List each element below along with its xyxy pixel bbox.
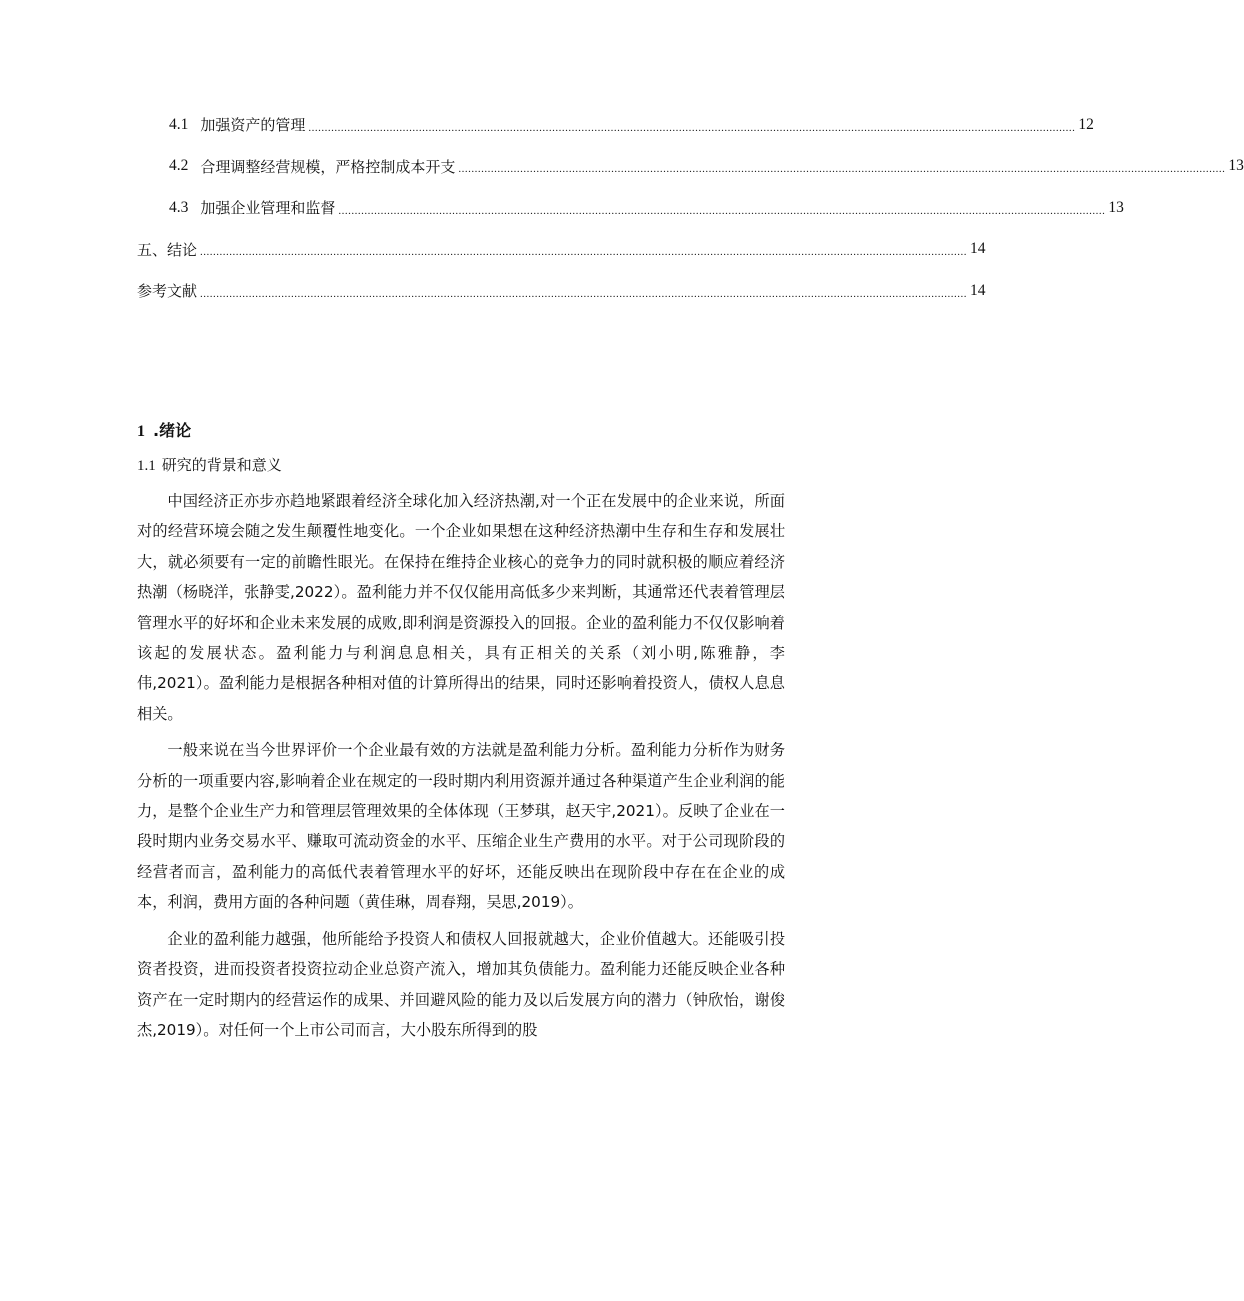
toc-entry-title: 参考文献: [137, 282, 198, 301]
toc-leader-dots: ............................................................................................................................................................................................................................................: [338, 204, 1106, 217]
toc-entry-page: 12: [1078, 115, 1094, 133]
toc-entry-page: 13: [1228, 157, 1244, 175]
subsection-number: 1.1: [137, 458, 156, 474]
section-title: .绪论: [153, 421, 192, 440]
body-text: [137, 486, 785, 1051]
toc-entry-title: 五、结论: [137, 240, 198, 259]
toc-entry-title: 加强资产的管理: [200, 116, 306, 135]
toc-entry[interactable]: [137, 270, 986, 312]
toc-entry[interactable]: [137, 104, 1094, 146]
toc-entry-page: 13: [1108, 198, 1124, 216]
toc-entry[interactable]: [137, 146, 1244, 188]
toc-entry-title: 加强企业管理和监督: [200, 199, 336, 218]
paragraph: 企业的盈利能力越强，他所能给予投资人和债权人回报就越大，企业价值越大。还能吸引投资者投资，进而投资者投资拉动企业总资产流入，增加其负债能力。盈利能力还能反映企业各种资产在一定时期内的经营运作的成果、并回避风险的能力及以后发展方向的潜力（钟欣怡，谢俊杰,2019）。对任何一个上市公司而言，大小股东所得到的股: [137, 929, 785, 1039]
toc-leader-dots: ............................................................................................................................................................................................................................................: [200, 287, 968, 300]
toc-entry-number: 4.2: [169, 157, 189, 175]
toc-entry-page: 14: [970, 240, 986, 258]
toc-entry-number: 4.3: [169, 198, 189, 216]
subsection-heading: [137, 454, 282, 475]
toc-entry[interactable]: [137, 229, 986, 271]
toc-entry-title: 合理调整经营规模，严格控制成本开支: [200, 157, 456, 176]
section-number: 1: [137, 423, 145, 440]
paragraph: 中国经济正亦步亦趋地紧跟着经济全球化加入经济热潮,对一个正在发展中的企业来说，所面对的经营环境会随之发生颠覆性地变化。一个企业如果想在这种经济热潮中生存和生存和发展壮大，就必须要有一定的前瞻性眼光。在保持在维持企业核心的竞争力的同时就积极的顺应着经济热潮（杨晓洋，张静雯,2022）。盈利能力并不仅仅能用高低多少来判断，其通常还代表着管理层管理水平的好坏和企业未来发展的成败,即利润是资源投入的回报。企业的盈利能力不仅仅影响着该起的发展状态。盈利能力与利润息息相关，具有正相关的关系（刘小明,陈雅静，李伟,2021）。盈利能力是根据各种相对值的计算所得出的结果，同时还影响着投资人，债权人息息相关。: [137, 492, 785, 723]
toc-entry-page: 14: [970, 281, 986, 299]
toc-entry-number: 4.1: [169, 115, 189, 133]
subsection-title: 研究的背景和意义: [161, 456, 282, 474]
table-of-contents: [137, 104, 1244, 312]
section-heading: [137, 418, 191, 441]
toc-entry[interactable]: [137, 187, 1124, 229]
toc-leader-dots: ............................................................................................................................................................................................................................................: [308, 121, 1076, 134]
toc-leader-dots: ............................................................................................................................................................................................................................................: [458, 163, 1226, 176]
toc-leader-dots: ............................................................................................................................................................................................................................................: [200, 246, 968, 259]
paragraph: 一般来说在当今世界评价一个企业最有效的方法就是盈利能力分析。盈利能力分析作为财务分析的一项重要内容,影响着企业在规定的一段时期内利用资源并通过各种渠道产生企业利润的能力，是整个企业生产力和管理层管理效果的全体体现（王梦琪，赵天宇,2021）。反映了企业在一段时期内业务交易水平、赚取可流动资金的水平、压缩企业生产费用的水平。对于公司现阶段的经营者而言，盈利能力的高低代表着管理水平的好坏，还能反映出在现阶段中存在在企业的成本，利润，费用方面的各种问题（黄佳琳，周春翔，吴思,2019）。: [137, 741, 785, 912]
